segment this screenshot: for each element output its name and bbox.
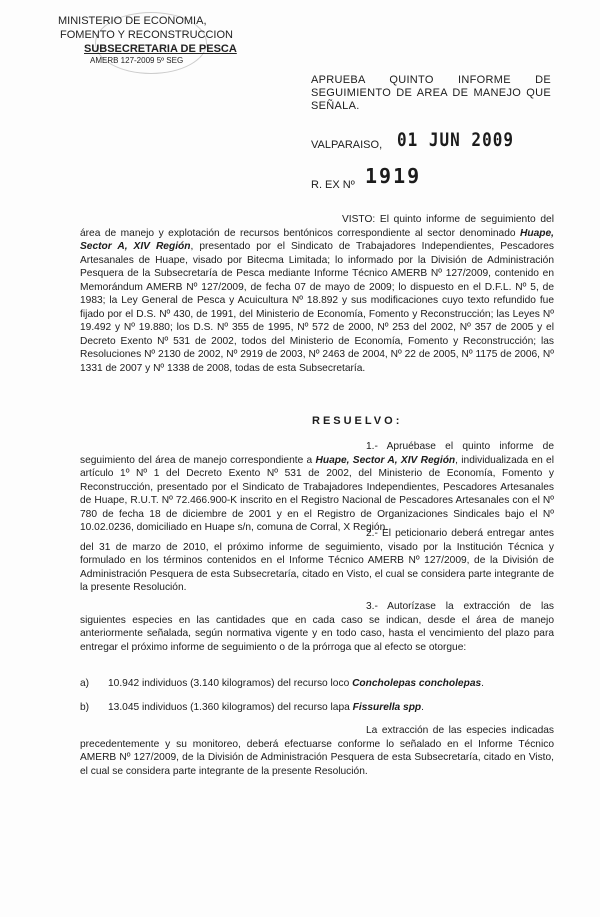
resolution-title: APRUEBA QUINTO INFORME DE SEGUIMIENTO DE AREA DE MANEJO QUE SEÑALA. bbox=[311, 74, 551, 112]
visto-sector-name: Huape, Sector A, XIV Región bbox=[80, 227, 554, 252]
visto-label: VISTO: bbox=[342, 214, 376, 225]
letterhead-line-fomento: FOMENTO Y RECONSTRUCCION bbox=[60, 29, 233, 41]
visto-text-2: , presentado por el Sindicato de Trabajadores Independientes, Pescadores Artesanales de Huape, visado por Bitecma Limitada; lo informado por la División de Administración Pesquera de la Subsecretaría de Pesca mediante Informe Técnico AMERB Nº 127/2009, contenido en Memorándum AMERB Nº 127/2009, de fecha 07 de mayo de 2009; lo dispuesto en el D.F.L. Nº 5, de 1983; la Ley General de Pesca y Acuicultura Nº 18.892 y sus modificaciones cuyo texto refundido fue fijado por el D.S. Nº 430, de 1991, del Ministerio de Economía, Fomento y Reconstrucción; las Leyes Nº 19.492 y Nº 19.880; los D.S. Nº 355 de 1995, Nº 572 de 2000, Nº 253 del 2002, Nº 357 de 2005 y el Decreto Exento Nº 531 de 2002, todos del Ministerio de Economía, Fomento y Reconstrucción; las Resoluciones Nº 2130 de 2002, Nº 2919 de 2003, Nº 2463 de 2004, Nº 22 de 2005, Nº 1175 de 2006, Nº 1331 de 2007 y Nº 1338 de 2008, todas de esta Subsecretaría. bbox=[80, 241, 554, 374]
p1-text-1: 1.- Apruébase el quinto informe de seguimiento del área de manejo correspondiente a bbox=[80, 441, 554, 466]
p2-text: 2.- El peticionario deberá entregar antes del 31 de marzo de 2010, el próximo informe de seguimiento, visado por la Institución Técnica y formulado en los términos contenidos en el Informe Técnico AMERB Nº 127/2009, de la División de Administración Pesquera de esta Subsecretaría, citado en Visto, el cual se considera parte integrante de la presente Resolución. bbox=[80, 528, 554, 593]
letterhead-line-ministry: MINISTERIO DE ECONOMIA, bbox=[58, 15, 207, 27]
species-item-b bbox=[80, 701, 554, 715]
letterhead-line-subsecretaria: SUBSECRETARIA DE PESCA bbox=[84, 43, 237, 55]
p1-text-2: , individualizada en el artículo 1º Nº 1 del Decreto Exento Nº 531 de 2002, del Ministerio de Economía, Fomento y Reconstrucción, presentado por el Sindicato de Trabajadores Independientes, Pescadores Artesanales de Huape, R.U.T. Nº 72.466.900-K inscrito en el Registro Nacional de Pescadores Artesanales con el Nº 780 de fecha 18 de diciembre de 2001 y en el Registro de Organizaciones Sindicales bajo el Nº 10.02.0236, domiciliado en Huape s/n, comuna de Corral, X Región. bbox=[80, 454, 554, 533]
place-label: VALPARAISO, bbox=[311, 139, 383, 151]
letterhead-line-reference: AMERB 127-2009 5º SEG bbox=[90, 56, 184, 65]
rex-label: R. EX Nº bbox=[311, 179, 355, 191]
item-letter: b) bbox=[80, 702, 90, 713]
item-text: 13.045 individuos (1.360 kilogramos) del recurso lapa bbox=[108, 702, 353, 713]
resuelvo-paragraph-3 bbox=[80, 600, 554, 654]
resuelvo-paragraph-2 bbox=[80, 527, 554, 595]
item-species: Fissurella spp bbox=[352, 702, 422, 713]
item-text: 10.942 individuos (3.140 kilogramos) del recurso loco bbox=[108, 678, 353, 689]
letterhead bbox=[30, 14, 240, 66]
item-species: Concholepas concholepas bbox=[352, 678, 482, 689]
p1-sector-name: Huape, Sector A, XIV Región bbox=[315, 454, 456, 466]
date-stamp: 01 JUN 2009 bbox=[397, 128, 514, 151]
resuelvo-heading: RESUELVO: bbox=[312, 415, 403, 427]
resuelvo-paragraph-4 bbox=[80, 724, 554, 778]
visto-text-1: El quinto informe de seguimiento del área de manejo y explotación de recursos bentónicos correspondiente al sector denominado bbox=[80, 214, 554, 239]
item-end: . bbox=[481, 678, 484, 689]
rex-number: 1919 bbox=[365, 164, 422, 188]
p4-text: La extracción de las especies indicadas precedentemente y su monitoreo, deberá efectuarse conforme lo señalado en el Informe Técnico AMERB Nº 127/2009, de la División de Administración Pesquera de esta Subsecretaría, citado en Visto, el cual se considera parte integrante de la presente Resolución. bbox=[80, 725, 554, 777]
p3-text: 3.- Autorízase la extracción de las siguientes especies en las cantidades que en cada caso se indican, desde el área de manejo anteriormente señalada, según normativa vigente y en todo caso, hasta el vencimiento del plazo para entregar el próximo informe de seguimiento o de la prórroga que al efecto se otorgue: bbox=[80, 601, 554, 653]
visto-paragraph bbox=[80, 213, 554, 375]
species-item-a bbox=[80, 677, 554, 691]
item-end: . bbox=[421, 702, 424, 713]
item-letter: a) bbox=[80, 678, 90, 689]
resuelvo-paragraph-1 bbox=[80, 440, 554, 535]
